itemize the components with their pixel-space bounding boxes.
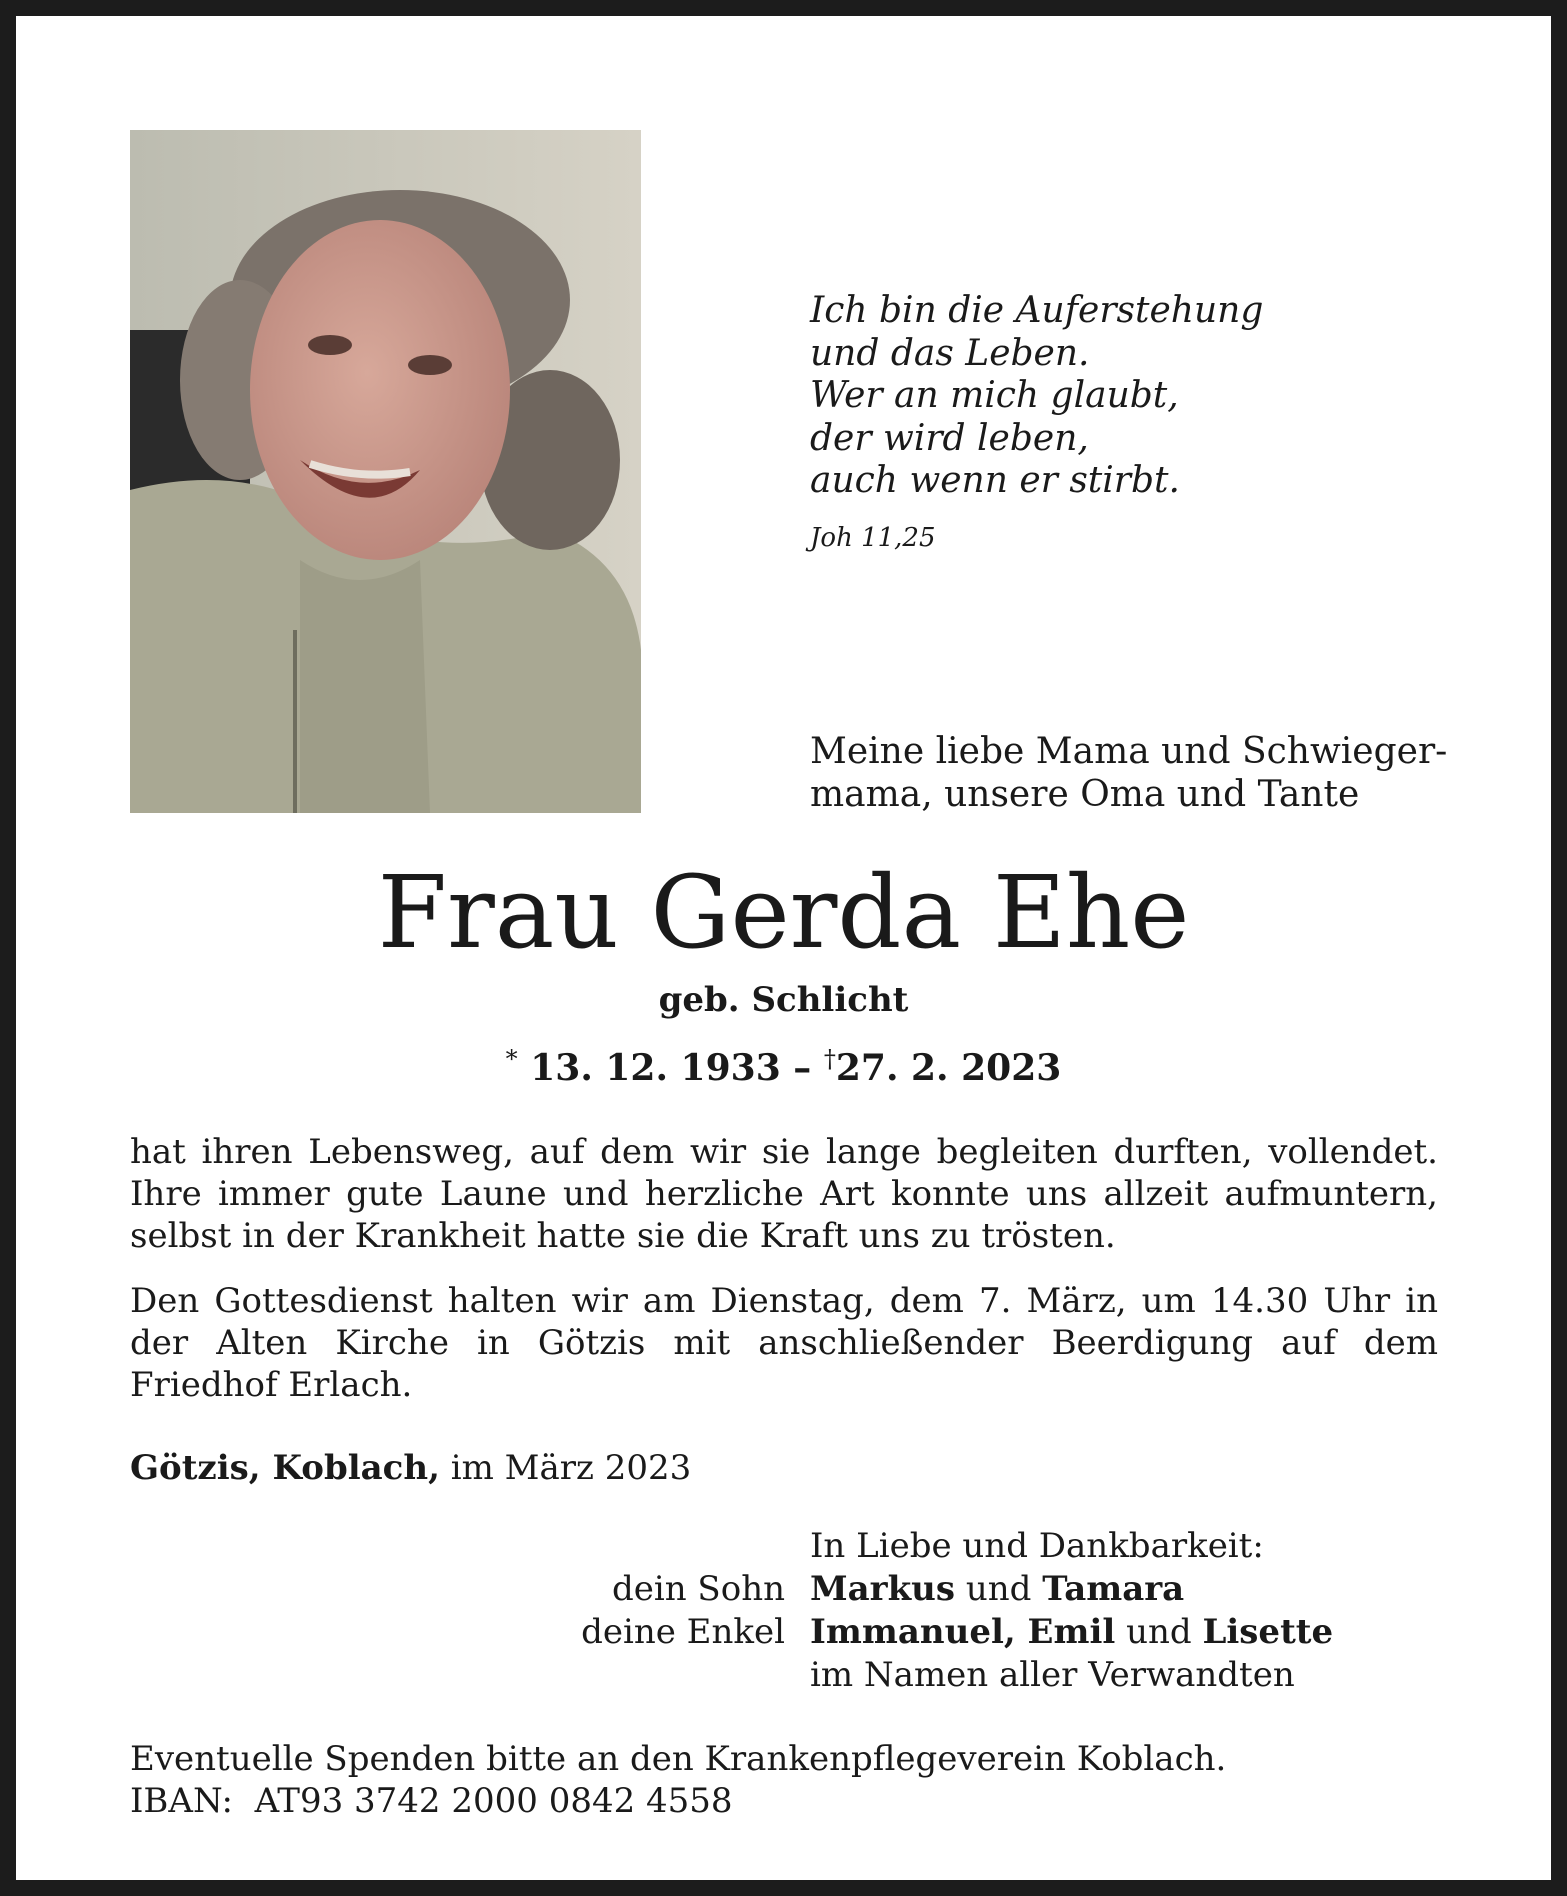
verse-line: der wird leben,	[810, 417, 1089, 459]
deceased-name: Frau Gerda Ehe	[377, 854, 1190, 971]
verse-reference: Joh 11,25	[810, 522, 936, 553]
grandchildren-label: deine Enkel	[581, 1612, 785, 1652]
son-label: dein Sohn	[611, 1569, 785, 1609]
mourners-closing: im Namen aller Verwandten	[810, 1655, 1295, 1695]
life-dates	[0, 1045, 1567, 1089]
verse-line: Wer an mich glaubt,	[810, 375, 1179, 416]
son-name: Markus	[810, 1569, 955, 1609]
body-paragraph: hat ihren Lebensweg, auf dem wir sie lange begleiten durften, vollendet. Ihre immer gute Laune und herzliche Art konnte uns allzeit aufmuntern, selbst in der Krankheit hatte sie die Kraft uns zu trösten.	[130, 1132, 1438, 1256]
portrait-photo	[130, 130, 641, 813]
intro-line: mama, unsere Oma und Tante	[810, 774, 1360, 815]
places: Götzis, Koblach,	[130, 1448, 440, 1488]
grandchildren-names	[810, 1611, 1333, 1654]
date-dash: –	[793, 1047, 812, 1089]
death-symbol: †	[823, 1045, 836, 1073]
grandchildren-and: und	[1126, 1612, 1192, 1652]
intro-text	[810, 730, 1447, 816]
birth-date: 13. 12. 1933	[530, 1047, 781, 1089]
service-paragraph: Den Gottesdienst halten wir am Dienstag, dem 7. März, um 14.30 Uhr in der Alten Kirche in Götzis mit anschließender Beerdigung auf dem Friedhof Erlach.	[130, 1281, 1438, 1405]
bible-verse	[810, 290, 1263, 559]
intro-line: Meine liebe Mama und Schwieger-	[810, 731, 1448, 772]
death-date: 27. 2. 2023	[835, 1047, 1062, 1089]
son-partner: Tamara	[1042, 1569, 1185, 1609]
son-and: und	[965, 1569, 1032, 1609]
grandchildren-last: Lisette	[1202, 1612, 1334, 1652]
iban-text: IBAN: AT93 3742 2000 0842 4558	[130, 1781, 733, 1821]
verse-line: und das Leben.	[810, 332, 1090, 374]
verse-line: Ich bin die Auferstehung	[810, 290, 1264, 331]
donation-footer	[130, 1738, 1226, 1822]
donation-text: Eventuelle Spenden bitte an den Krankenpflegeverein Koblach.	[130, 1739, 1227, 1779]
son-names	[810, 1568, 1184, 1611]
verse-line: auch wenn er stirbt.	[810, 460, 1180, 501]
place-date	[130, 1448, 691, 1488]
birth-symbol: *	[505, 1045, 518, 1073]
maiden-name: geb. Schlicht	[658, 980, 909, 1020]
mourners-block	[0, 1525, 1567, 1697]
date-line: im März 2023	[450, 1448, 692, 1488]
mourners-heading: In Liebe und Dankbarkeit:	[810, 1526, 1264, 1566]
grandchildren-first: Immanuel, Emil	[810, 1612, 1116, 1652]
